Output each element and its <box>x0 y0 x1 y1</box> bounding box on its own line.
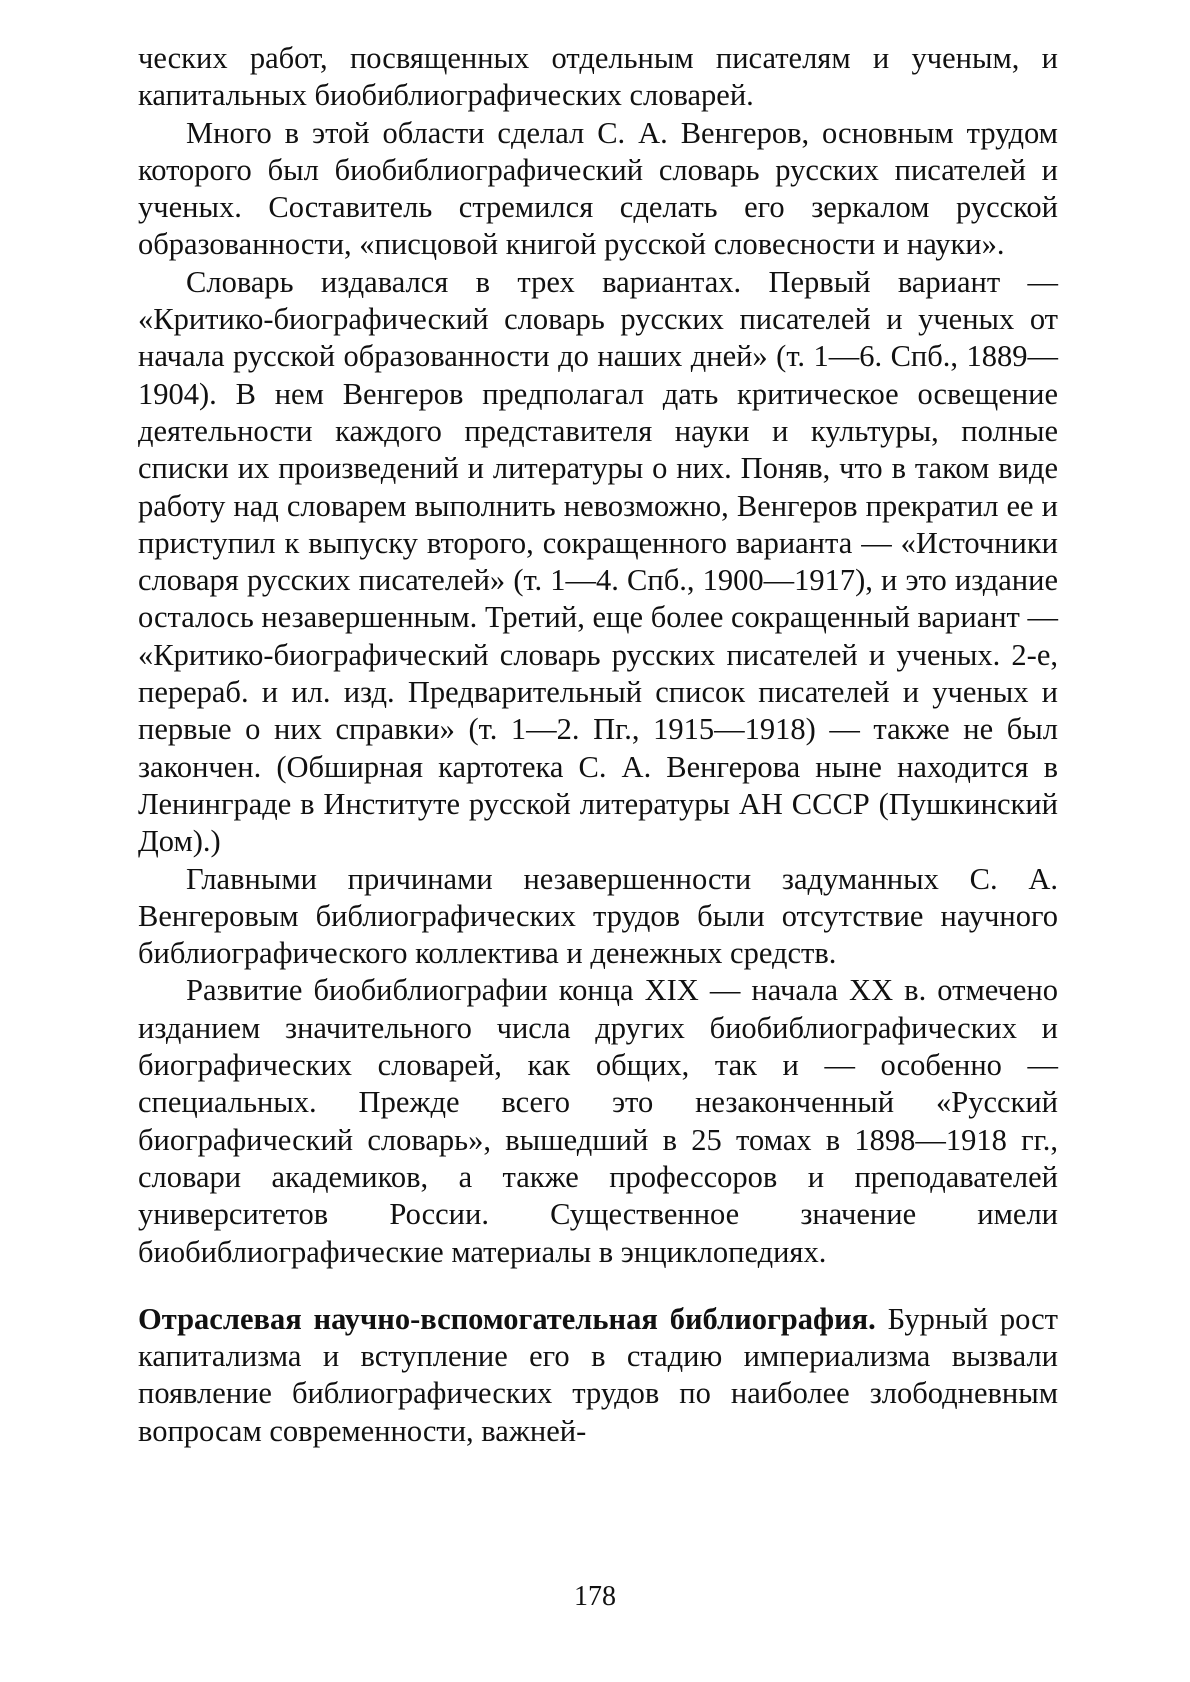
paragraph-dictionary-variants: Словарь издавался в трех вариантах. Первый вариант — «Критико-биографический словарь русских писателей и ученых от начала русской образованности до наших дней» (т. 1—6. Спб., 1889—1904). В нем Венгеров предполагал дать критическое освещение деятельности каждого представителя науки и культуры, полные списки их произведений и литературы о них. Поняв, что в таком виде работу над словарем выполнить невозможно, Венгеров прекратил ее и приступил к выпуску второго, сокращенного варианта — «Источники словаря русских писателей» (т. 1—4. Спб., 1900—1917), и это издание осталось незавершенным. Третий, еще более сокращенный вариант — «Критико-биографический словарь русских писателей и ученых. 2-е, перераб. и ил. изд. Предварительный список писателей и ученых и первые о них справки» (т. 1—2. Пг., 1915—1918) — также не был закончен. (Обширная картотека С. А. Венгерова ныне находится в Ленинграде в Институте русской литературы АН СССР (Пушкинский Дом).) <box>138 264 1058 859</box>
book-page <box>138 40 1058 1640</box>
paragraph-biobibliography-development: Развитие биобиблиографии конца XIX — начала XX в. отмечено изданием значительного числа других биобиблиографических и биографических словарей, как общих, так и — особенно — специальных. Прежде всего это незаконченный «Русский биографический словарь», вышедший в 25 томах в 1898—1918 гг., словари академиков, а также профессоров и преподавателей университетов России. Существенное значение имели биобиблиографические материалы в энциклопедиях. <box>138 973 1058 1269</box>
paragraph-continued: ческих работ, посвященных отдельным писателям и ученым, и капитальных биобиблиографических словарей. <box>138 41 1058 113</box>
section-text: Бурный рост капитализма и вступление его в стадию империализма вызвали появление библиографических трудов по наиболее злободневным вопросам современности, важней- <box>138 1301 1058 1448</box>
paragraph-reasons: Главными причинами незавершенности задуманных С. А. Венгеровым библиографических трудов были отсутствие научного библиографического коллектива и денежных средств. <box>138 861 1058 971</box>
section-heading: Отраслевая научно-вспомогательная библиография. <box>138 1301 876 1336</box>
page-number: 178 <box>574 1581 616 1612</box>
paragraph-vengerov: Много в этой области сделал С. А. Венгеров, основным трудом которого был биобиблиографический словарь русских писателей и ученых. Составитель стремился сделать его зеркалом русской образованности, «писцовой книгой русской словесности и науки». <box>138 115 1058 262</box>
paragraph-section-start <box>138 1301 1058 1450</box>
